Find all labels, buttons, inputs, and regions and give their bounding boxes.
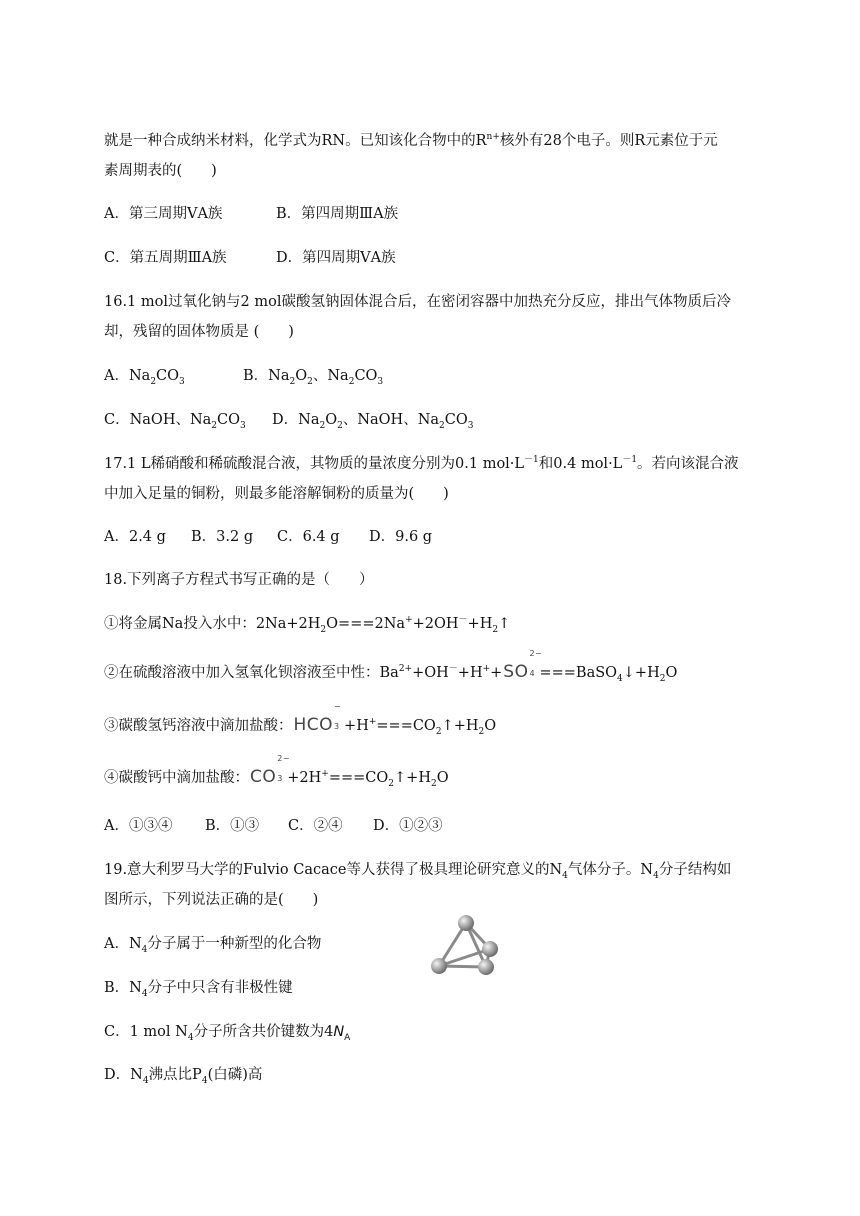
bicarbonate-ion: HCO − 3 <box>293 702 342 735</box>
q16-stem-line1: 16.1 mol过氧化钠与2 mol碳酸氢钠固体混合后，在密闭容器中加热充分反应，排出气体物质后冷 <box>104 294 731 310</box>
q17-option-d[interactable]: D．9.6 g <box>369 529 433 545</box>
q18-option-a[interactable]: A．①③④ <box>104 818 173 834</box>
nitrogen-atom-right <box>482 941 498 957</box>
sulfate-ion: SO 2− 4 <box>503 649 543 682</box>
q18-option-b[interactable]: B．①③ <box>205 818 260 834</box>
q16-option-c[interactable]: C．NaOH、$Na_2CO_3$ <box>104 412 246 431</box>
q17-option-a[interactable]: A．2.4 g <box>104 529 166 545</box>
q18-stem: 18.下列离子方程式书写正确的是（ ） <box>104 572 374 588</box>
q17-option-b[interactable]: B．3.2 g <box>191 529 254 545</box>
q19-stem-line2: 图所示，下列说法正确的是( ) <box>104 892 319 908</box>
q17-option-c[interactable]: C．6.4 g <box>277 529 340 545</box>
q15-stem-line1: 就是一种合成纳米材料，化学式为RN。已知该化合物中的$R^{n+}$核外有28个电子。则R元素位于元 <box>104 132 718 149</box>
q15-option-b[interactable]: B．第四周期ⅢA族 <box>276 206 399 222</box>
q18-item-1: ①将金属Na投入水中：$2Na+2H_2O===2Na^++2OH^-+H_2↑$ <box>104 615 511 635</box>
q16-option-d[interactable]: D．$Na_2O_2$、NaOH、$Na_2CO_3$ <box>272 412 474 431</box>
q19-option-d[interactable]: D．$N_4$沸点比$P_4$(白磷)高 <box>104 1067 263 1086</box>
nitrogen-atom-front <box>478 959 494 975</box>
q15-stem-line2: 素周期表的( ) <box>104 163 217 179</box>
nitrogen-atom-left <box>431 958 447 974</box>
q18-item-3: ③碳酸氢钙溶液中滴加盐酸：HCO − 3 $+H^+===CO_2↑+H_2O$ <box>104 702 497 737</box>
q17-stem-line2: 中加入足量的铜粉，则最多能溶解铜粉的质量为( ) <box>104 486 449 502</box>
q18-option-c[interactable]: C．②④ <box>288 818 343 834</box>
q19-option-b[interactable]: B．$N_4$分子中只含有非极性键 <box>104 980 293 999</box>
q16-option-a[interactable]: A．$Na_2CO_3$ <box>104 368 185 387</box>
q16-stem-line2: 却，残留的固体物质是 ( ) <box>104 324 294 340</box>
q15-option-d[interactable]: D．第四周期ⅤA族 <box>276 250 396 266</box>
q17-stem-line1: 17.1 L稀硝酸和稀硫酸混合液，其物质的量浓度分别为0.1 $mol\cdot L^{-1}$和0.4 $mol\cdot L^{-1}$。若向该混合液 <box>104 455 739 472</box>
q19-option-c[interactable]: C．1 mol $N_4$分子所含共价键数为$4N_A$ <box>104 1024 351 1043</box>
nitrogen-atom-top <box>458 915 474 931</box>
q15-option-c[interactable]: C．第五周期ⅢA族 <box>104 250 227 266</box>
q18-item-2: ②在硫酸溶液中加入氢氧化钡溶液至中性：$Ba^{2+}+OH^-+H^++SO$ 2− 4 $===BaSO_4↓+H_2O$ <box>104 649 678 684</box>
q16-option-b[interactable]: B．$Na_2O_2$、$Na_2CO_3$ <box>243 368 384 387</box>
q15-option-a[interactable]: A．第三周期ⅤA族 <box>104 206 223 222</box>
q18-item-4: ④碳酸钙中滴加盐酸：CO 2− 3 $+2H^+===CO_2↑+H_2O$ <box>104 754 449 789</box>
carbonate-ion: CO 2− 3 <box>250 754 291 787</box>
n4-molecule-figure <box>424 911 510 981</box>
q18-option-d[interactable]: D．①②③ <box>373 818 443 834</box>
q19-stem-line1: 19.意大利罗马大学的Fulvio Cacace等人获得了极具理论研究意义的$N_4$气体分子。$N_4$分子结构如 <box>104 862 732 881</box>
q19-option-a[interactable]: A．$N_4$分子属于一种新型的化合物 <box>104 936 322 955</box>
